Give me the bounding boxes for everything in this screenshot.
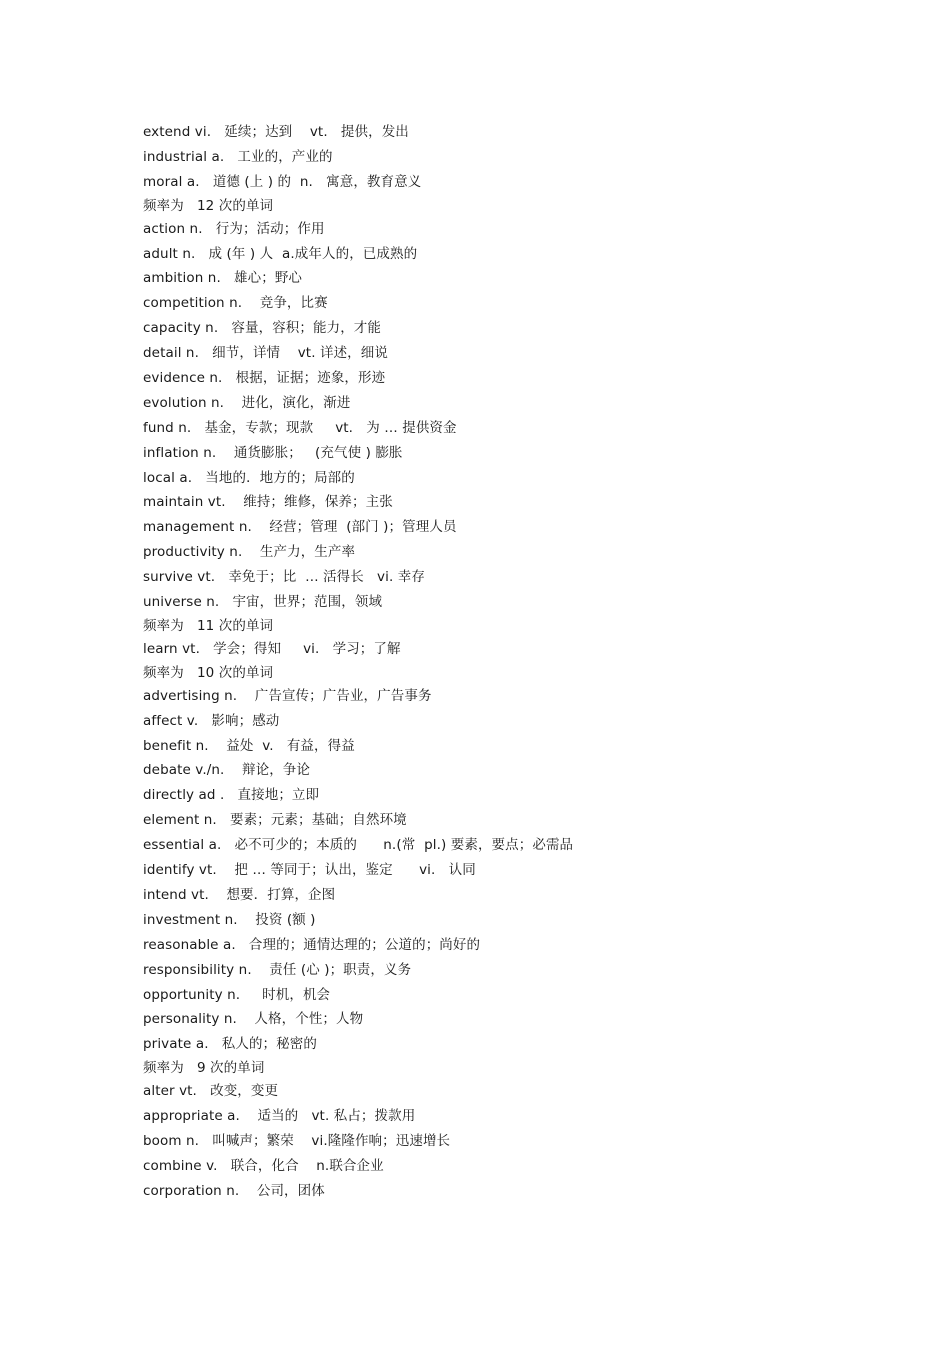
vocabulary-entry: management n. 经营；管理 (部门 )；管理人员 [143,519,457,536]
vocabulary-entry: reasonable a. 合理的；通情达理的；公道的；尚好的 [143,936,481,953]
vocabulary-entry: survive vt. 幸免于；比 … 活得长 vi. 幸存 [143,569,425,586]
vocabulary-entry: moral a. 道德 (上 ) 的 n. 寓意，教育意义 [143,173,422,190]
frequency-heading: 频率为 10 次的单词 [143,664,274,681]
vocabulary-entry: action n. 行为；活动；作用 [143,220,325,237]
vocabulary-entry: capacity n. 容量，容积；能力，才能 [143,320,382,337]
vocabulary-entry: industrial a. 工业的，产业的 [143,148,333,165]
vocabulary-entry: boom n. 叫喊声；繁荣 vi.隆隆作响；迅速增长 [143,1132,451,1149]
vocabulary-entry: intend vt. 想要．打算，企图 [143,886,336,903]
vocabulary-entry: element n. 要素；元素；基础；自然环境 [143,812,407,829]
vocabulary-list [143,120,843,1204]
vocabulary-entry: alter vt. 改变，变更 [143,1083,279,1100]
vocabulary-entry: learn vt. 学会；得知 vi. 学习；了解 [143,640,401,657]
vocabulary-entry: appropriate a. 适当的 vt. 私占；拨款用 [143,1108,416,1125]
vocabulary-entry: directly ad . 直接地；立即 [143,787,320,804]
vocabulary-entry: detail n. 细节，详情 vt. 详述，细说 [143,345,388,362]
frequency-heading: 频率为 9 次的单词 [143,1060,265,1077]
vocabulary-entry: responsibility n. 责任 (心 )；职责，义务 [143,961,412,978]
vocabulary-entry: extend vi. 延续；达到 vt. 提供，发出 [143,124,409,140]
vocabulary-entry: private a. 私人的；秘密的 [143,1036,317,1053]
vocabulary-entry: essential a. 必不可少的；本质的 n.(常 pl.) 要素，要点；必需品 [143,837,574,854]
vocabulary-entry: investment n. 投资 (额 ) [143,911,316,928]
vocabulary-entry: universe n. 宇宙，世界；范围，领域 [143,594,383,611]
vocabulary-entry: fund n. 基金，专款；现款 vt. 为 … 提供资金 [143,419,457,436]
vocabulary-entry: debate v./n. 辩论，争论 [143,762,311,779]
vocabulary-entry: opportunity n. 时机，机会 [143,986,331,1003]
vocabulary-entry: evidence n. 根据，证据；迹象，形迹 [143,370,386,387]
vocabulary-entry: inflation n. 通货膨胀； (充气使 ) 膨胀 [143,444,403,461]
vocabulary-entry: affect v. 影响；感动 [143,712,280,729]
vocabulary-entry: competition n. 竞争，比赛 [143,295,328,312]
vocabulary-entry: benefit n. 益处 v. 有益，得益 [143,737,355,754]
vocabulary-entry: maintain vt. 维持；维修，保养；主张 [143,494,393,511]
vocabulary-entry: local a. 当地的．地方的；局部的 [143,469,355,486]
vocabulary-entry: ambition n. 雄心；野心 [143,270,303,287]
vocabulary-entry: productivity n. 生产力，生产率 [143,544,356,561]
vocabulary-entry: advertising n. 广告宣传；广告业，广告事务 [143,687,432,704]
vocabulary-entry: identify vt. 把 … 等同于；认出，鉴定 vi. 认同 [143,862,476,879]
vocabulary-entry: personality n. 人格，个性；人物 [143,1011,364,1028]
vocabulary-entry: corporation n. 公司，团体 [143,1182,325,1199]
vocabulary-entry: combine v. 联合，化合 n.联合企业 [143,1157,384,1174]
vocabulary-entry: evolution n. 进化，演化，渐进 [143,394,351,411]
frequency-heading: 频率为 11 次的单词 [143,617,274,634]
vocabulary-entry: adult n. 成 (年 ) 人 a.成年人的，已成熟的 [143,245,418,262]
frequency-heading: 频率为 12 次的单词 [143,197,274,214]
